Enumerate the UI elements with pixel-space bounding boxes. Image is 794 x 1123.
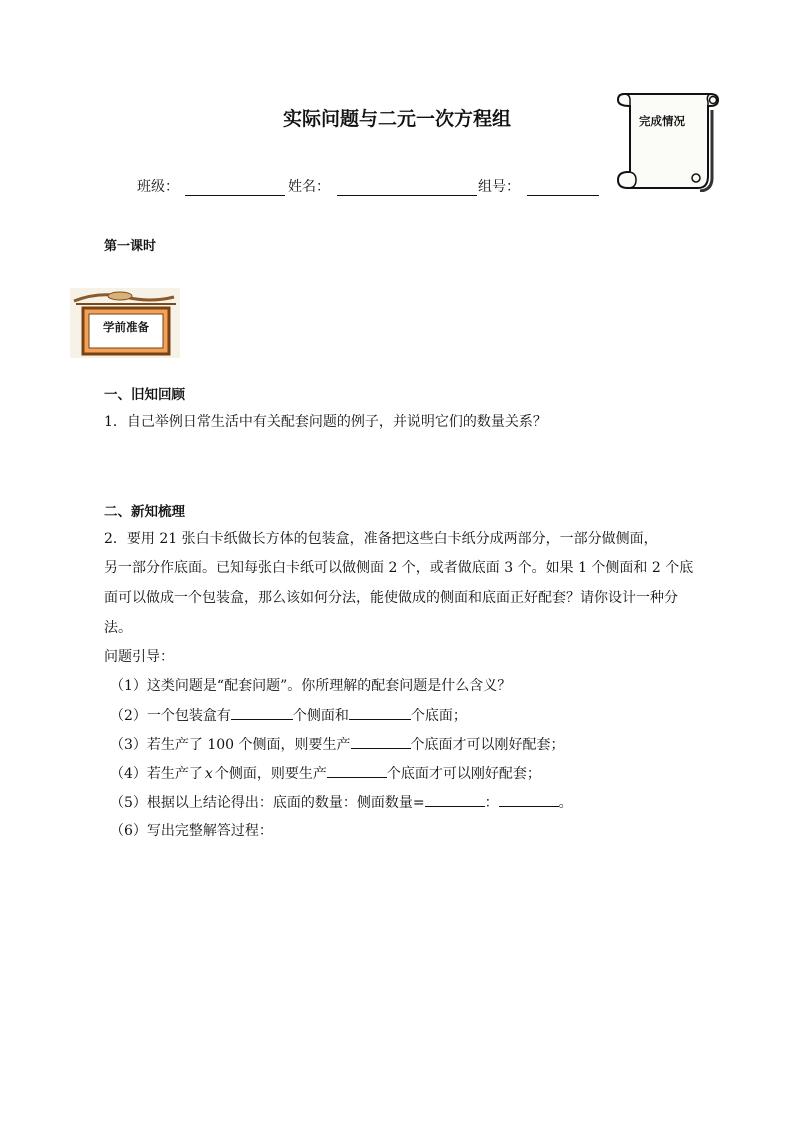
- guide-5-text-a: （5）根据以上结论得出：底面的数量：侧面数量=: [110, 795, 425, 811]
- question-2-line-3: 面可以做成一个包装盒，那么该如何分法，能使做成的侧面和底面正好配套？请你设计一种分: [104, 590, 678, 606]
- name-field[interactable]: [337, 195, 477, 196]
- prep-board-label: 学前准备: [103, 320, 149, 334]
- name-label: 姓名：: [288, 179, 330, 195]
- guide-5-end: 。: [558, 795, 573, 811]
- guide-5-colon: ：: [484, 795, 499, 811]
- guide-item-4: [110, 763, 541, 784]
- ratio-bottom-blank[interactable]: [425, 792, 485, 807]
- question-2-line-4: 法。: [104, 620, 132, 636]
- guide-3-text-b: 个底面才可以刚好配套；: [410, 737, 565, 753]
- guide-2-text-a: （2）一个包装盒有: [110, 708, 231, 724]
- guide-4-text-c: 个底面才可以刚好配套；: [386, 766, 541, 782]
- question-2-line-1: 2．要用 21 张白卡纸做长方体的包装盒，准备把这些白卡纸分成两部分，一部分做侧面，: [104, 531, 658, 547]
- guide-3-text-a: （3）若生产了 100 个侧面，则要生产: [110, 737, 351, 753]
- section2-heading: 二、新知梳理: [104, 504, 185, 520]
- guide-item-5: [110, 792, 573, 813]
- section1-heading: 一、旧知回顾: [104, 387, 185, 403]
- class-field[interactable]: [185, 195, 285, 196]
- student-info-row: [0, 176, 794, 198]
- guide-item-1: [110, 676, 511, 696]
- bottom-for-x-blank[interactable]: [327, 763, 387, 778]
- guide-2-text-c: 个底面；: [410, 708, 467, 724]
- group-field[interactable]: [527, 195, 599, 196]
- guide-4-text-a: （4）若生产了: [110, 766, 203, 782]
- guide-item-2: [110, 705, 467, 726]
- group-label: 组号：: [478, 179, 520, 195]
- guide-6-text: （6）写出完整解答过程：: [110, 823, 273, 839]
- lesson-heading: 第一课时: [104, 239, 157, 254]
- variable-x: x: [204, 766, 213, 782]
- guide-item-6: [110, 821, 273, 841]
- question-1: 1．自己举例日常生活中有关配套问题的例子，并说明它们的数量关系？: [104, 414, 547, 430]
- bottom-count-blank[interactable]: [349, 705, 411, 720]
- guide-item-3: [110, 734, 565, 755]
- page-title: 实际问题与二元一次方程组: [282, 108, 511, 130]
- bottom-for-100-blank[interactable]: [351, 734, 411, 749]
- ratio-side-blank[interactable]: [499, 792, 559, 807]
- completion-status-label: 完成情况: [639, 114, 685, 128]
- guide-label: 问题引导：: [104, 649, 174, 665]
- question-2-line-2: 另一部分作底面。已知每张白卡纸可以做侧面 2 个，或者做底面 3 个。如果 1 个侧面和 2 个底: [104, 560, 694, 576]
- guide-2-text-b: 个侧面和: [292, 708, 349, 724]
- guide-1-text: （1）这类问题是“配套问题”。你所理解的配套问题是什么含义？: [110, 678, 512, 694]
- class-label: 班级：: [137, 179, 179, 195]
- guide-4-text-b: 个侧面，则要生产: [214, 766, 327, 782]
- side-count-blank[interactable]: [231, 705, 293, 720]
